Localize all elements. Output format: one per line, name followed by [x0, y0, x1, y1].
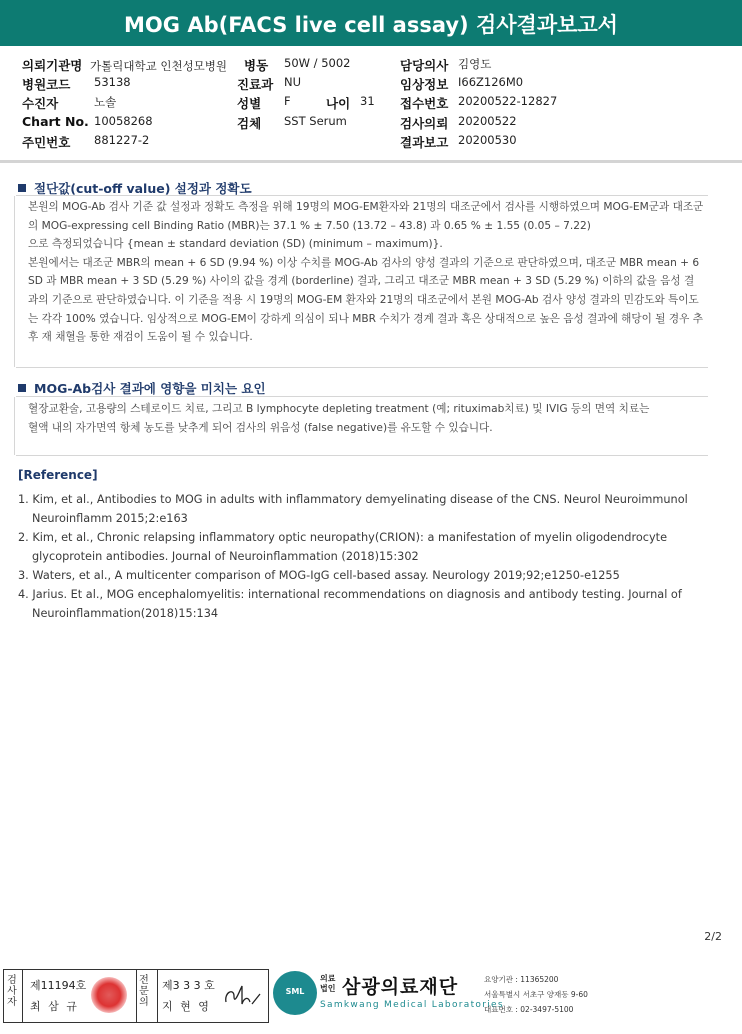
label: 담당의사 — [400, 58, 449, 73]
section-cutoff-body — [28, 198, 704, 347]
value: 10058268 — [94, 114, 153, 128]
paragraph: 으로 측정되었습니다 {mean ± standard deviation (SD) (minimum – maximum)}. — [28, 238, 443, 251]
heading-text: MOG-Ab검사 결과에 영향을 미치는 요인 — [34, 381, 266, 396]
info-resident-number — [22, 133, 150, 151]
section-factors-body — [28, 400, 688, 437]
handwritten-signature — [222, 984, 262, 1010]
specialist-label: 전문의 — [139, 975, 149, 1008]
reference-item: 2. Kim, et al., Chronic relapsing inflammatory optic neuropathy(CRION): a manifestation of myelin oligodendrocyte glycoprotein antibodies. Journal of Neuroinflammation (2018)15:302 — [18, 531, 668, 563]
label: 성별 — [237, 96, 262, 111]
report-title: MOG Ab(FACS live cell assay) 검사결과보고서 — [124, 13, 618, 37]
square-bullet-icon — [18, 184, 26, 192]
info-request-date — [400, 114, 517, 132]
info-clinical-info — [400, 75, 524, 93]
value: 가톨릭대학교 인천성모병원 — [90, 59, 228, 73]
info-hospital-code — [22, 75, 131, 93]
info-age — [326, 94, 375, 112]
info-doctor — [400, 56, 492, 74]
label: Chart No. — [22, 114, 89, 129]
logo-text: SML — [285, 987, 305, 996]
label: 검사의뢰 — [400, 116, 449, 131]
org-type: 의료 법인 — [320, 974, 336, 993]
label: 주민번호 — [22, 135, 71, 150]
info-specimen — [237, 114, 347, 132]
examiner-license: 제11194호 — [30, 979, 87, 992]
paragraph: 본원에서는 대조군 MBR의 mean + 6 SD (9.94 %) 이상 수치를 MOG-Ab 검사의 양성 결과의 기준으로 판단하였으며, 대조군 MBR mean + 6 SD 과 MBR mean + 3 SD (5.29 %) 사이의 값을 경계 (borderline) 결과, 그리고 대조군 MBR mean + 3 SD (5.29 %) 이하의 값을 음성 결과의 기준으로 판단하였습니다. 이 기준을 적용 시 19명의 MOG-EM 환자와 21명의 대조군에서 본원 MOG-Ab 검사 양성 결과의 민감도와 특이도는 각각 100% 였습니다. 임상적으로 MOG-EM이 강하게 의심이 되나 MBR 수치가 경계 결과 혹은 상대적으로 높은 음성 결과에 해당이 될 경우 추후 재 채혈을 통한 재검이 도움이 될 수 있습니다. — [28, 256, 703, 344]
value: 31 — [360, 94, 375, 108]
label: 검체 — [237, 116, 262, 131]
value: SST Serum — [284, 114, 347, 128]
paragraph: 본원의 MOG-Ab 검사 기준 값 설정과 정확도 측정을 위해 19명의 MOG-EM환자와 21명의 대조군에서 검사를 시행하였으며 MOG-EM군과 대조군의 MOG-expressing cell Binding Ratio (MBR)는 37.1 % ± 7.50 (13.72 – 43.8) 과 0.65 % ± 1.55 (0.05 – 7.22) — [28, 201, 704, 232]
org-code: 요양기관 : 11365200 — [484, 975, 559, 984]
value: F — [284, 94, 291, 108]
info-ward — [244, 56, 351, 74]
label: 병원코드 — [22, 77, 71, 92]
official-seal-icon — [91, 977, 127, 1013]
org-address: 서울특별시 서초구 양재동 9-60 — [484, 990, 588, 999]
examiner-name: 최 삼 규 — [30, 1000, 79, 1013]
reference-item: 1. Kim, et al., Antibodies to MOG in adults with inflammatory demyelinating disease of the CNS. Neurol Neuroimmunol Neuroinflamm 2015;2:e163 — [18, 493, 688, 525]
info-report-date — [400, 133, 517, 151]
label: 나이 — [326, 96, 351, 111]
value: 20200522-12827 — [458, 94, 558, 108]
value: 50W / 5002 — [284, 56, 351, 70]
reference-item: 4. Jarius. Et al., MOG encephalomyelitis: international recommendations on diagnosis and antibody testing. Journal of Neuroinflammation(2018)15:134 — [18, 588, 682, 620]
square-bullet-icon — [18, 384, 26, 392]
reference-item: 3. Waters, et al., A multicenter comparison of MOG-IgG cell-based assay. Neurology 2019;92;e1250-e1255 — [18, 569, 620, 582]
paragraph: 혈장교환술, 고용량의 스테로이드 치료, 그리고 B lymphocyte depleting treatment (예; rituximab치료) 및 IVIG 등의 면역 치료는 — [28, 403, 650, 415]
label: 의뢰기관명 — [22, 58, 83, 73]
value: 노솔 — [94, 95, 117, 109]
examiner-label: 검사자 — [7, 975, 17, 1008]
title-bar — [0, 0, 742, 46]
section-factors-heading — [18, 379, 266, 397]
value: I66Z126M0 — [458, 75, 524, 89]
label: 접수번호 — [400, 96, 449, 111]
sml-logo-icon — [273, 971, 317, 1015]
label: 임상정보 — [400, 77, 449, 92]
value: 881227-2 — [94, 133, 150, 147]
info-department — [237, 75, 302, 93]
label: 결과보고 — [400, 135, 449, 150]
info-receipt-number — [400, 94, 558, 112]
value: 53138 — [94, 75, 131, 89]
header-divider — [0, 160, 742, 163]
specialist-license: 제3 3 3 호 — [162, 979, 215, 992]
label: 병동 — [244, 58, 269, 73]
heading-text: 절단값(cut-off value) 설정과 정확도 — [34, 181, 252, 196]
org-name-en: Samkwang Medical Laboratories — [320, 1000, 504, 1010]
info-chart-no — [22, 114, 153, 129]
value: 20200530 — [458, 133, 517, 147]
org-name: 삼광의료재단 — [342, 976, 459, 998]
value: 김영도 — [458, 57, 492, 71]
page-number: 2/2 — [704, 930, 722, 943]
info-requesting-institution — [22, 56, 227, 74]
info-sex — [237, 94, 291, 112]
reference-list — [18, 490, 708, 623]
org-phone: 대표번호 : 02-3497-5100 — [484, 1005, 574, 1014]
reference-heading: [Reference] — [18, 468, 98, 482]
label: 진료과 — [237, 77, 274, 92]
value: NU — [284, 75, 302, 89]
info-patient-name — [22, 94, 117, 112]
value: 20200522 — [458, 114, 517, 128]
specialist-name: 지 현 영 — [162, 1000, 211, 1013]
label: 수진자 — [22, 96, 59, 111]
paragraph: 혈액 내의 자가면역 항체 농도를 낮추게 되어 검사의 위음성 (false negative)를 유도할 수 있습니다. — [28, 421, 493, 434]
